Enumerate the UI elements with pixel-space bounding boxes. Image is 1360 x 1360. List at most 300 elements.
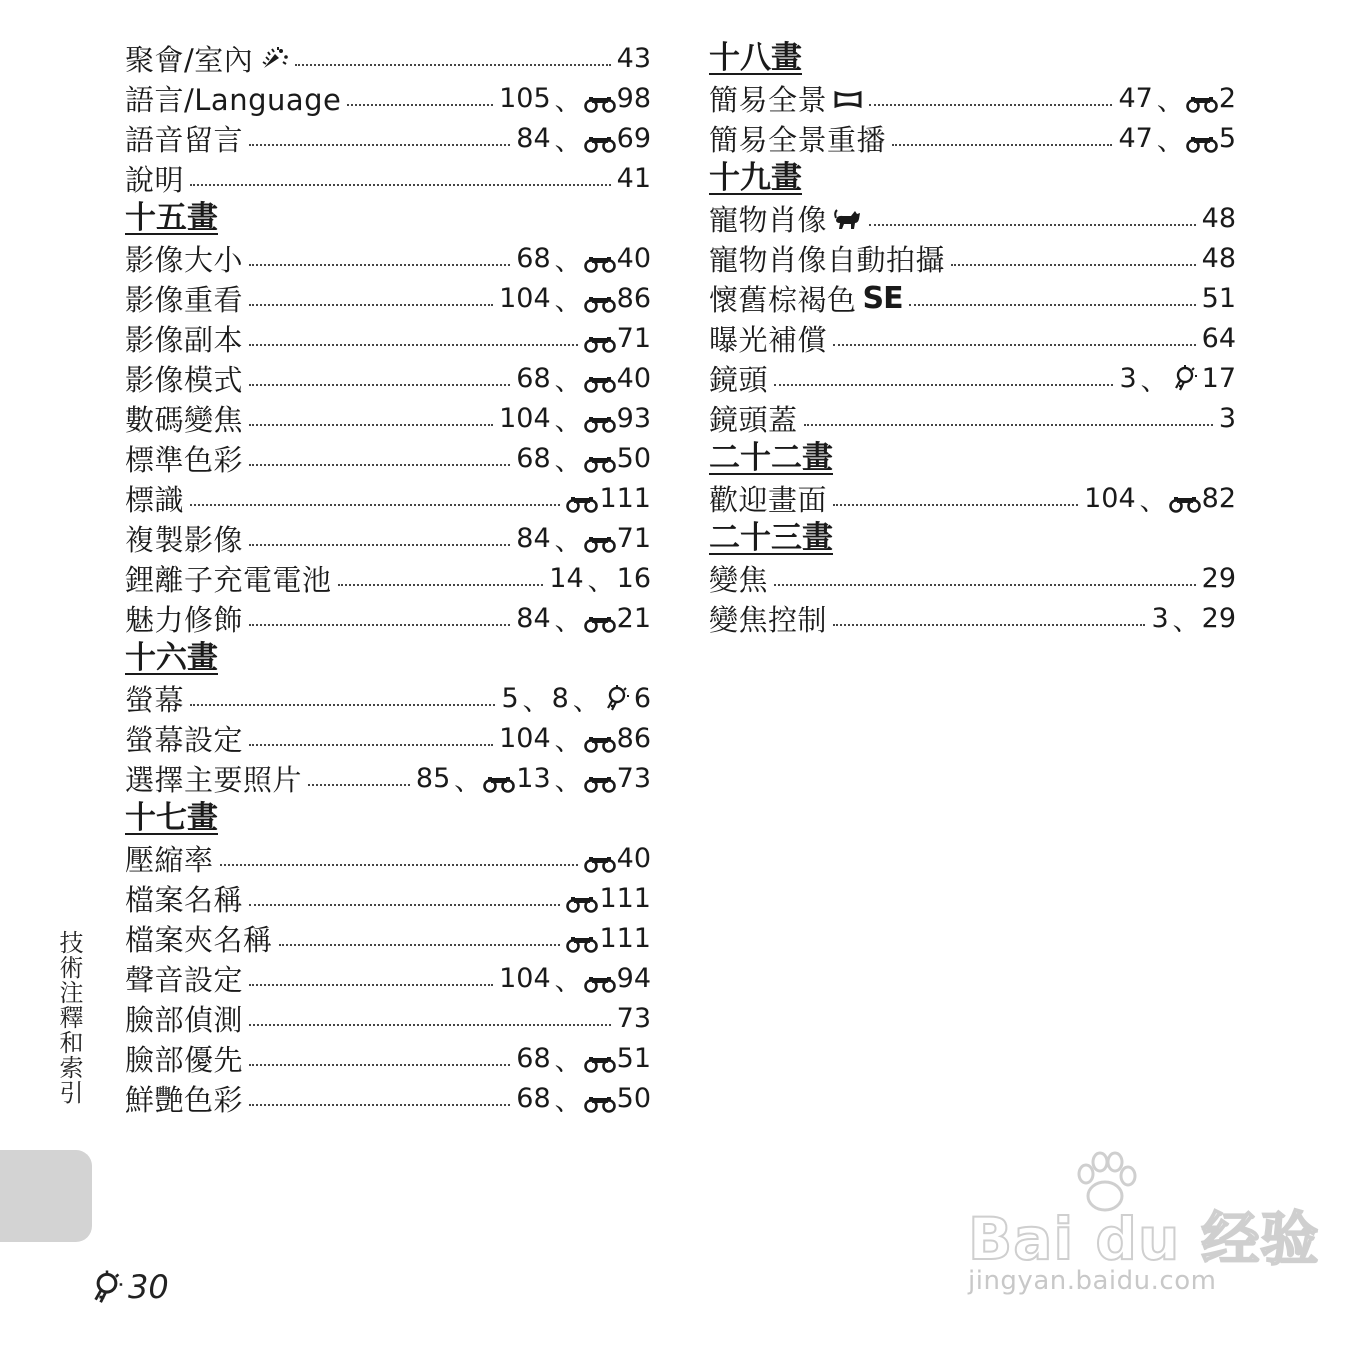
- index-column-left: [125, 38, 651, 1118]
- index-term: [709, 558, 768, 599]
- page-number-ref: 111: [599, 922, 651, 954]
- reference-section-icon: [584, 769, 616, 787]
- party-icon: [259, 45, 289, 71]
- index-pages: [1219, 403, 1236, 434]
- page-ref: [584, 603, 651, 634]
- page-ref: [499, 83, 551, 114]
- index-term: [125, 878, 243, 919]
- index-pages: [1202, 323, 1236, 354]
- index-term: [709, 398, 798, 439]
- dot-leader: [804, 424, 1213, 426]
- index-entry: [125, 118, 651, 158]
- dot-leader: [833, 504, 1078, 506]
- index-pages: [584, 843, 651, 874]
- page-ref: [1118, 123, 1152, 154]
- page-separator: 、: [554, 1045, 582, 1077]
- index-pages: [617, 163, 651, 194]
- page-separator: 、: [554, 525, 582, 557]
- index-term-text: 鏡頭: [709, 362, 769, 397]
- page-number-ref: 71: [616, 522, 651, 554]
- index-term: [709, 278, 903, 319]
- page-number-ref: 94: [616, 962, 651, 994]
- index-pages: [617, 43, 651, 74]
- index-term-text: 檔案夾名稱: [125, 922, 273, 957]
- page-number-ref: 48: [1201, 242, 1236, 274]
- index-term-text: 壓縮率: [125, 842, 214, 877]
- section-tab: [0, 1150, 92, 1242]
- page-ref: [1202, 563, 1236, 594]
- page-ref: [1084, 483, 1136, 514]
- index-term: [125, 918, 273, 959]
- page-number-ref: 98: [616, 82, 651, 114]
- page-ref: [566, 883, 651, 914]
- page-number-ref: 48: [1201, 202, 1236, 234]
- index-entry: [709, 558, 1236, 598]
- page-ref: [516, 523, 550, 554]
- page-number-ref: 111: [599, 882, 651, 914]
- index-term: [125, 238, 243, 279]
- index-pages: [501, 679, 651, 718]
- page-ref: [1202, 603, 1236, 634]
- page-separator: 、: [587, 565, 615, 597]
- index-term: [709, 358, 768, 399]
- page-ref: [516, 603, 550, 634]
- page-ref: [584, 403, 651, 434]
- page-number-text: 30: [128, 1268, 169, 1306]
- page-ref: [1186, 123, 1236, 154]
- page-number-ref: 14: [549, 562, 584, 594]
- index-entry: [125, 38, 651, 78]
- index-heading: 二十三畫: [709, 520, 833, 556]
- reference-section-icon: [584, 1049, 616, 1067]
- reference-section-icon: [584, 369, 616, 387]
- reference-section-icon: [584, 329, 616, 347]
- index-entry: [125, 1078, 651, 1118]
- reference-section-icon: [584, 249, 616, 267]
- page-separator: 、: [554, 725, 582, 757]
- index-heading: 十五畫: [125, 200, 218, 236]
- baidu-watermark: [960, 1150, 1320, 1310]
- watermark-brand: Bai du 经验: [968, 1205, 1320, 1273]
- index-term: [125, 158, 184, 199]
- index-entry: [125, 478, 651, 518]
- page-number-ref: 82: [1201, 482, 1236, 514]
- index-column-right: [709, 38, 1236, 638]
- page-number-ref: 29: [1201, 602, 1236, 634]
- page-separator: 、: [522, 685, 550, 717]
- page-number-ref: 17: [1201, 362, 1236, 394]
- index-term: [125, 398, 243, 439]
- page-ref: [584, 963, 651, 994]
- index-term-text: 語音留言: [125, 122, 244, 157]
- page-ref: [483, 763, 550, 794]
- page-ref: [1202, 203, 1236, 234]
- index-term-text: 歡迎畫面: [709, 482, 828, 517]
- index-pages: [1202, 243, 1236, 274]
- index-term-text: 標識: [125, 482, 185, 517]
- page-number-ref: 16: [616, 562, 651, 594]
- page-number-ref: 84: [516, 122, 551, 154]
- page-number-ref: 21: [616, 602, 651, 634]
- reference-section-icon: [584, 1089, 616, 1107]
- index-pages: [566, 883, 651, 914]
- index-pages: [1118, 79, 1236, 118]
- dot-leader: [190, 504, 560, 506]
- dot-leader: [869, 104, 1112, 106]
- dot-leader: [249, 1064, 510, 1066]
- index-term: [709, 598, 827, 639]
- page-number-ref: 68: [516, 1082, 551, 1114]
- section-tab-label: 技術注釋和索引: [55, 930, 83, 1105]
- page-number-ref: 3: [1218, 402, 1236, 434]
- index-term-text: 說明: [125, 162, 185, 197]
- reference-section-icon: [584, 609, 616, 627]
- index-term-text: 簡易全景重播: [709, 122, 887, 157]
- index-term: [709, 118, 886, 159]
- index-term-text: 臉部偵測: [125, 1002, 244, 1037]
- page-number-ref: 47: [1118, 122, 1153, 154]
- page-number-ref: 50: [616, 1082, 651, 1114]
- page-ref: [584, 123, 651, 154]
- page-number-ref: 104: [499, 402, 551, 434]
- dot-leader: [249, 304, 493, 306]
- index-term-text: 螢幕設定: [125, 722, 244, 757]
- dot-leader: [190, 184, 611, 186]
- index-pages: [1151, 599, 1236, 638]
- page-ref: [1169, 483, 1236, 514]
- index-entry: [125, 758, 651, 798]
- index-pages: [499, 399, 651, 438]
- page-number: [88, 1268, 169, 1306]
- page-ref: [1151, 603, 1168, 634]
- page-number-ref: 104: [499, 722, 551, 754]
- page-number-ref: 68: [516, 1042, 551, 1074]
- page-ref: [566, 923, 651, 954]
- page-ref: [584, 323, 651, 354]
- page-separator: 、: [554, 245, 582, 277]
- index-entry: [125, 598, 651, 638]
- page-number-ref: 29: [1201, 562, 1236, 594]
- dot-leader: [347, 104, 493, 106]
- page-number-ref: 85: [415, 762, 451, 794]
- tip-icon: [602, 683, 632, 713]
- page-separator: 、: [572, 685, 600, 717]
- index-term-text: 複製影像: [125, 522, 244, 557]
- page-separator: 、: [1139, 485, 1167, 517]
- index-pages: [1202, 563, 1236, 594]
- page-ref: [1202, 323, 1236, 354]
- page-ref: [584, 243, 651, 274]
- page-separator: 、: [554, 365, 582, 397]
- page-ref: [1170, 363, 1236, 394]
- index-heading: 十六畫: [125, 640, 218, 676]
- page-number-ref: 84: [516, 602, 551, 634]
- page-number-ref: 64: [1201, 322, 1236, 354]
- page-ref: [416, 763, 450, 794]
- page-ref: [617, 43, 651, 74]
- index-pages: [566, 483, 651, 514]
- index-term-text: 影像重看: [125, 282, 244, 317]
- index-term: [125, 598, 243, 639]
- index-entry: [125, 278, 651, 318]
- page-number-ref: 2: [1218, 82, 1236, 114]
- page-number-ref: 93: [616, 402, 651, 434]
- page-ref: [584, 83, 651, 114]
- index-entry: [709, 478, 1236, 518]
- page-ref: [584, 843, 651, 874]
- dot-leader: [249, 144, 510, 146]
- index-entry: [125, 318, 651, 358]
- index-pages: [617, 1003, 651, 1034]
- index-term: [125, 1038, 243, 1079]
- dot-leader: [774, 584, 1196, 586]
- reference-section-icon: [584, 129, 616, 147]
- page-separator: 、: [554, 445, 582, 477]
- page-number-ref: 6: [633, 682, 651, 714]
- index-term: [709, 318, 827, 359]
- page-separator: 、: [1156, 125, 1184, 157]
- page-number-ref: 5: [501, 682, 519, 714]
- page-ref: [499, 283, 551, 314]
- reference-section-icon: [584, 529, 616, 547]
- page-separator: 、: [554, 85, 582, 117]
- page-number-ref: 84: [516, 522, 551, 554]
- page-ref: [617, 1003, 651, 1034]
- index-term-text: 魅力修飾: [125, 602, 244, 637]
- index-entry: [709, 598, 1236, 638]
- dot-leader: [249, 904, 560, 906]
- dot-leader: [249, 984, 493, 986]
- page-number-ref: 86: [616, 722, 651, 754]
- page-ref: [499, 963, 551, 994]
- index-entry: [709, 318, 1236, 358]
- index-term: [125, 78, 341, 119]
- pet-icon: [833, 205, 863, 231]
- index-term-text: 鮮艷色彩: [125, 1082, 244, 1117]
- index-term-text: 曝光補償: [709, 322, 828, 357]
- sepia-se-badge: SE: [862, 280, 903, 316]
- tip-icon: [88, 1268, 126, 1306]
- page-ref: [617, 563, 651, 594]
- index-term-text: 懷舊棕褐色: [709, 282, 857, 317]
- index-term: [125, 678, 184, 719]
- page-number-ref: 5: [1218, 122, 1236, 154]
- index-term: [709, 478, 827, 519]
- index-pages: [516, 119, 651, 158]
- dot-leader: [249, 424, 493, 426]
- index-term-text: 變焦: [709, 562, 769, 597]
- index-pages: [1084, 479, 1236, 518]
- index-pages: [1202, 203, 1236, 234]
- page-ref: [602, 683, 651, 714]
- index-entry: [125, 838, 651, 878]
- page-ref: [516, 1043, 550, 1074]
- page-ref: [584, 763, 651, 794]
- page-separator: 、: [1140, 365, 1168, 397]
- index-pages: [516, 1039, 651, 1078]
- page-number-ref: 68: [516, 362, 551, 394]
- index-term-text: 鏡頭蓋: [709, 402, 798, 437]
- dot-leader: [951, 264, 1196, 266]
- page-ref: [617, 163, 651, 194]
- index-pages: [499, 279, 651, 318]
- index-term: [125, 478, 184, 519]
- index-pages: [566, 923, 651, 954]
- page-number-ref: 3: [1151, 602, 1169, 634]
- page-ref: [549, 563, 583, 594]
- index-term-text: 標準色彩: [125, 442, 244, 477]
- index-entry: [125, 1038, 651, 1078]
- index-term: [125, 958, 243, 999]
- index-term: [709, 238, 945, 279]
- index-term: [125, 1078, 243, 1119]
- page-separator: 、: [554, 765, 582, 797]
- reference-section-icon: [584, 969, 616, 987]
- index-entry: [709, 358, 1236, 398]
- index-entry: [709, 278, 1236, 318]
- page-number-ref: 40: [616, 242, 651, 274]
- dot-leader: [249, 1104, 510, 1106]
- reference-section-icon: [566, 489, 598, 507]
- page-ref: [516, 443, 550, 474]
- dot-leader: [279, 944, 561, 946]
- page-ref: [516, 123, 550, 154]
- page-number-ref: 51: [616, 1042, 651, 1074]
- index-term-text: 寵物肖像: [709, 202, 828, 237]
- dot-leader: [249, 624, 510, 626]
- page-ref: [1186, 83, 1236, 114]
- index-entry: [125, 438, 651, 478]
- index-term-text: 選擇主要照片: [125, 762, 303, 797]
- page-separator: 、: [554, 285, 582, 317]
- page-separator: 、: [554, 1085, 582, 1117]
- tip-icon: [1170, 363, 1200, 393]
- index-term: [125, 38, 289, 79]
- index-heading: 十八畫: [709, 40, 802, 76]
- index-term-text: 影像大小: [125, 242, 244, 277]
- index-term: [125, 318, 243, 359]
- reference-section-icon: [584, 89, 616, 107]
- index-term-text: 臉部優先: [125, 1042, 244, 1077]
- dot-leader: [892, 144, 1112, 146]
- page-number-ref: 104: [1084, 482, 1136, 514]
- page-separator: 、: [554, 965, 582, 997]
- index-pages: [516, 599, 651, 638]
- index-entry: [125, 918, 651, 958]
- watermark-url: jingyan.baidu.com: [968, 1266, 1217, 1296]
- index-entry: [709, 118, 1236, 158]
- index-term: [125, 998, 243, 1039]
- index-term-text: 鋰離子充電電池: [125, 562, 332, 597]
- page-number-ref: 111: [599, 482, 651, 514]
- page-ref: [584, 723, 651, 754]
- page-ref: [584, 283, 651, 314]
- index-term: [125, 718, 243, 759]
- index-entry: [125, 398, 651, 438]
- page-number-ref: 68: [516, 442, 551, 474]
- index-term-text: 簡易全景: [709, 82, 828, 117]
- index-term: [125, 518, 243, 559]
- index-term: [709, 78, 863, 119]
- dot-leader: [249, 744, 493, 746]
- index-term-text: 聲音設定: [125, 962, 244, 997]
- index-term: [125, 838, 214, 879]
- index-pages: [516, 239, 651, 278]
- reference-section-icon: [566, 929, 598, 947]
- dot-leader: [338, 584, 544, 586]
- page-number-ref: 8: [551, 682, 569, 714]
- index-entry: [125, 958, 651, 998]
- index-term: [125, 758, 302, 799]
- index-pages: [499, 719, 651, 758]
- dot-leader: [190, 704, 495, 706]
- dot-leader: [774, 384, 1113, 386]
- index-term-text: 聚會/室內: [125, 42, 254, 77]
- dot-leader: [249, 264, 510, 266]
- page-ref: [499, 403, 551, 434]
- index-term: [125, 358, 243, 399]
- index-entry: [125, 518, 651, 558]
- index-entry: [709, 238, 1236, 278]
- reference-section-icon: [1186, 129, 1218, 147]
- page-separator: 、: [554, 405, 582, 437]
- page-ref: [516, 1083, 550, 1114]
- index-heading: 二十二畫: [709, 440, 833, 476]
- page-separator: 、: [1156, 85, 1184, 117]
- index-heading: 十七畫: [125, 800, 218, 836]
- reference-section-icon: [584, 289, 616, 307]
- page-number-ref: 43: [616, 42, 651, 74]
- reference-section-icon: [584, 449, 616, 467]
- page-ref: [584, 363, 651, 394]
- page-separator: 、: [554, 605, 582, 637]
- dot-leader: [249, 544, 510, 546]
- index-pages: [1118, 119, 1236, 158]
- index-term-text: 影像副本: [125, 322, 244, 357]
- dot-leader: [249, 344, 578, 346]
- dot-leader: [249, 464, 510, 466]
- index-entry: [125, 158, 651, 198]
- index-term-text: 寵物肖像自動拍攝: [709, 242, 946, 277]
- dot-leader: [909, 304, 1196, 306]
- index-pages: [499, 79, 651, 118]
- reference-section-icon: [584, 729, 616, 747]
- index-term: [125, 118, 243, 159]
- page-ref: [584, 523, 651, 554]
- page-number-ref: 41: [616, 162, 651, 194]
- index-pages: [516, 519, 651, 558]
- page-number-ref: 105: [499, 82, 551, 114]
- page-ref: [584, 443, 651, 474]
- page-number-ref: 13: [516, 762, 551, 794]
- index-term-text: 影像模式: [125, 362, 244, 397]
- page-ref: [1202, 243, 1236, 274]
- index-entry: [709, 398, 1236, 438]
- index-entry: [125, 678, 651, 718]
- index-term: [125, 438, 243, 479]
- index-entry: [125, 558, 651, 598]
- index-entry: [125, 358, 651, 398]
- reference-section-icon: [1169, 489, 1201, 507]
- page-number-ref: 73: [616, 1002, 651, 1034]
- index-pages: [499, 959, 651, 998]
- dot-leader: [220, 864, 578, 866]
- dot-leader: [249, 1024, 611, 1026]
- index-pages: [549, 559, 651, 598]
- page-ref: [499, 723, 551, 754]
- page-number-ref: 3: [1119, 362, 1137, 394]
- page-ref: [516, 363, 550, 394]
